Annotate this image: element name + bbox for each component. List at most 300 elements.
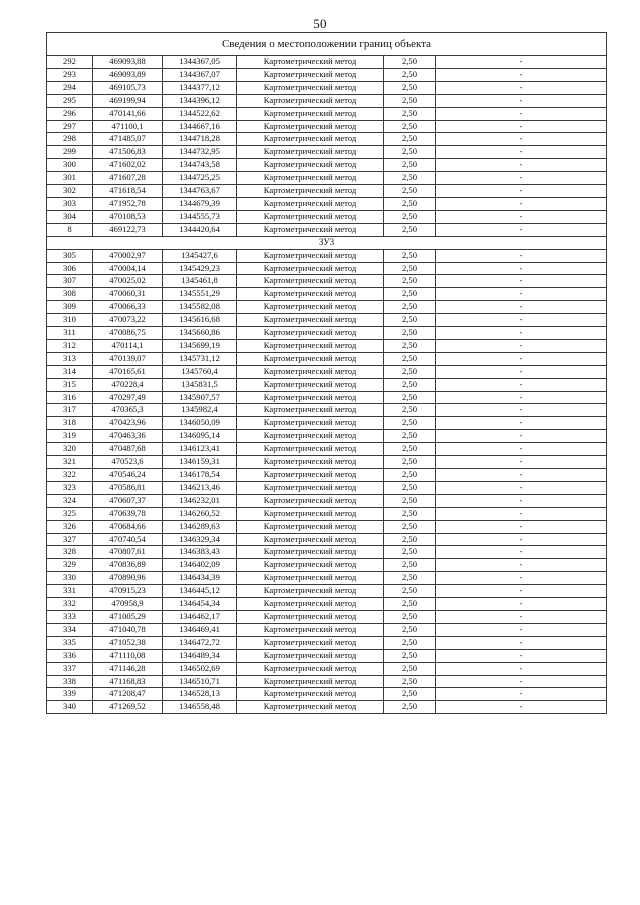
y-coordinate-cell: 1345616,68 <box>163 314 237 327</box>
y-coordinate-cell: 1346289,63 <box>163 520 237 533</box>
y-coordinate-cell: 1346095,14 <box>163 430 237 443</box>
accuracy-cell: 2,50 <box>384 649 436 662</box>
table-row <box>47 443 607 456</box>
point-number-cell: 294 <box>47 81 93 94</box>
description-cell: - <box>436 572 607 585</box>
table-row <box>47 172 607 185</box>
point-number-cell: 334 <box>47 623 93 636</box>
y-coordinate-cell: 1346383,43 <box>163 546 237 559</box>
x-coordinate-cell: 470463,36 <box>93 430 163 443</box>
description-cell: - <box>436 585 607 598</box>
point-number-cell: 335 <box>47 636 93 649</box>
method-cell: Картометрический метод <box>237 378 384 391</box>
method-cell: Картометрический метод <box>237 249 384 262</box>
description-cell: - <box>436 146 607 159</box>
method-cell: Картометрический метод <box>237 533 384 546</box>
method-cell: Картометрический метод <box>237 585 384 598</box>
point-number-cell: 329 <box>47 559 93 572</box>
point-number-cell: 318 <box>47 417 93 430</box>
description-cell: - <box>436 56 607 69</box>
method-cell: Картометрический метод <box>237 623 384 636</box>
point-number-cell: 321 <box>47 456 93 469</box>
x-coordinate-cell: 471607,28 <box>93 172 163 185</box>
x-coordinate-cell: 470073,22 <box>93 314 163 327</box>
table-row <box>47 546 607 559</box>
y-coordinate-cell: 1346502,69 <box>163 662 237 675</box>
point-number-cell: 306 <box>47 262 93 275</box>
table-row <box>47 210 607 223</box>
point-number-cell: 317 <box>47 404 93 417</box>
x-coordinate-cell: 470025,02 <box>93 275 163 288</box>
table-row <box>47 494 607 507</box>
x-coordinate-cell: 471168,83 <box>93 675 163 688</box>
accuracy-cell: 2,50 <box>384 133 436 146</box>
table-row <box>47 533 607 546</box>
x-coordinate-cell: 470915,23 <box>93 585 163 598</box>
table-row <box>47 623 607 636</box>
table-row <box>47 404 607 417</box>
method-cell: Картометрический метод <box>237 146 384 159</box>
table-row <box>47 249 607 262</box>
y-coordinate-cell: 1344522,62 <box>163 107 237 120</box>
description-cell: - <box>436 688 607 701</box>
x-coordinate-cell: 470586,81 <box>93 481 163 494</box>
table-row <box>47 94 607 107</box>
description-cell: - <box>436 598 607 611</box>
x-coordinate-cell: 471485,07 <box>93 133 163 146</box>
point-number-cell: 332 <box>47 598 93 611</box>
table-row <box>47 417 607 430</box>
table-row <box>47 610 607 623</box>
accuracy-cell: 2,50 <box>384 327 436 340</box>
description-cell: - <box>436 417 607 430</box>
point-number-cell: 301 <box>47 172 93 185</box>
x-coordinate-cell: 470141,66 <box>93 107 163 120</box>
description-cell: - <box>436 185 607 198</box>
description-cell: - <box>436 494 607 507</box>
method-cell: Картометрический метод <box>237 507 384 520</box>
point-number-cell: 316 <box>47 391 93 404</box>
point-number-cell: 340 <box>47 701 93 714</box>
table-row <box>47 275 607 288</box>
description-cell: - <box>436 262 607 275</box>
table-row <box>47 701 607 714</box>
description-cell: - <box>436 623 607 636</box>
table-row <box>47 133 607 146</box>
description-cell: - <box>436 223 607 236</box>
table-row <box>47 469 607 482</box>
y-coordinate-cell: 1346123,41 <box>163 443 237 456</box>
accuracy-cell: 2,50 <box>384 610 436 623</box>
description-cell: - <box>436 81 607 94</box>
table-row <box>47 56 607 69</box>
y-coordinate-cell: 1345582,08 <box>163 301 237 314</box>
accuracy-cell: 2,50 <box>384 494 436 507</box>
accuracy-cell: 2,50 <box>384 623 436 636</box>
description-cell: - <box>436 378 607 391</box>
table-row <box>47 481 607 494</box>
x-coordinate-cell: 470060,31 <box>93 288 163 301</box>
table-row <box>47 662 607 675</box>
x-coordinate-cell: 469122,73 <box>93 223 163 236</box>
description-cell: - <box>436 210 607 223</box>
point-number-cell: 305 <box>47 249 93 262</box>
table-row <box>47 598 607 611</box>
point-number-cell: 338 <box>47 675 93 688</box>
table-row <box>47 327 607 340</box>
y-coordinate-cell: 1345429,23 <box>163 262 237 275</box>
description-cell: - <box>436 339 607 352</box>
y-coordinate-cell: 1345551,29 <box>163 288 237 301</box>
accuracy-cell: 2,50 <box>384 172 436 185</box>
description-cell: - <box>436 404 607 417</box>
table-row <box>47 507 607 520</box>
description-cell: - <box>436 443 607 456</box>
table-body <box>47 33 607 714</box>
y-coordinate-cell: 1345831,5 <box>163 378 237 391</box>
accuracy-cell: 2,50 <box>384 456 436 469</box>
method-cell: Картометрический метод <box>237 81 384 94</box>
method-cell: Картометрический метод <box>237 314 384 327</box>
description-cell: - <box>436 469 607 482</box>
y-coordinate-cell: 1345731,12 <box>163 352 237 365</box>
method-cell: Картометрический метод <box>237 481 384 494</box>
method-cell: Картометрический метод <box>237 559 384 572</box>
y-coordinate-cell: 1344377,12 <box>163 81 237 94</box>
accuracy-cell: 2,50 <box>384 314 436 327</box>
accuracy-cell: 2,50 <box>384 662 436 675</box>
accuracy-cell: 2,50 <box>384 701 436 714</box>
table-title-row <box>47 33 607 56</box>
y-coordinate-cell: 1346454,34 <box>163 598 237 611</box>
point-number-cell: 297 <box>47 120 93 133</box>
x-coordinate-cell: 470607,37 <box>93 494 163 507</box>
point-number-cell: 307 <box>47 275 93 288</box>
y-coordinate-cell: 1346260,52 <box>163 507 237 520</box>
table-row <box>47 159 607 172</box>
point-number-cell: 331 <box>47 585 93 598</box>
description-cell: - <box>436 610 607 623</box>
method-cell: Картометрический метод <box>237 469 384 482</box>
method-cell: Картометрический метод <box>237 275 384 288</box>
table-row <box>47 107 607 120</box>
point-number-cell: 293 <box>47 68 93 81</box>
description-cell: - <box>436 159 607 172</box>
y-coordinate-cell: 1344367,07 <box>163 68 237 81</box>
y-coordinate-cell: 1345760,4 <box>163 365 237 378</box>
point-number-cell: 336 <box>47 649 93 662</box>
y-coordinate-cell: 1346050,09 <box>163 417 237 430</box>
method-cell: Картометрический метод <box>237 159 384 172</box>
table-row <box>47 352 607 365</box>
y-coordinate-cell: 1346434,39 <box>163 572 237 585</box>
method-cell: Картометрический метод <box>237 572 384 585</box>
description-cell: - <box>436 520 607 533</box>
x-coordinate-cell: 471040,78 <box>93 623 163 636</box>
y-coordinate-cell: 1346472,72 <box>163 636 237 649</box>
accuracy-cell: 2,50 <box>384 378 436 391</box>
accuracy-cell: 2,50 <box>384 185 436 198</box>
method-cell: Картометрический метод <box>237 456 384 469</box>
x-coordinate-cell: 470139,07 <box>93 352 163 365</box>
point-number-cell: 324 <box>47 494 93 507</box>
method-cell: Картометрический метод <box>237 688 384 701</box>
table-row <box>47 197 607 210</box>
accuracy-cell: 2,50 <box>384 481 436 494</box>
table-row <box>47 585 607 598</box>
point-number-cell: 292 <box>47 56 93 69</box>
point-number-cell: 299 <box>47 146 93 159</box>
accuracy-cell: 2,50 <box>384 443 436 456</box>
method-cell: Картометрический метод <box>237 56 384 69</box>
method-cell: Картометрический метод <box>237 68 384 81</box>
table-row <box>47 365 607 378</box>
method-cell: Картометрический метод <box>237 662 384 675</box>
method-cell: Картометрический метод <box>237 210 384 223</box>
table-row <box>47 675 607 688</box>
accuracy-cell: 2,50 <box>384 365 436 378</box>
page-number: 50 <box>313 16 327 31</box>
method-cell: Картометрический метод <box>237 120 384 133</box>
point-number-cell: 323 <box>47 481 93 494</box>
accuracy-cell: 2,50 <box>384 404 436 417</box>
description-cell: - <box>436 301 607 314</box>
point-number-cell: 295 <box>47 94 93 107</box>
method-cell: Картометрический метод <box>237 701 384 714</box>
table-row <box>47 68 607 81</box>
y-coordinate-cell: 1344763,67 <box>163 185 237 198</box>
table-row <box>47 391 607 404</box>
x-coordinate-cell: 470004,14 <box>93 262 163 275</box>
description-cell: - <box>436 636 607 649</box>
description-cell: - <box>436 559 607 572</box>
section-header-row <box>47 236 607 249</box>
method-cell: Картометрический метод <box>237 391 384 404</box>
x-coordinate-cell: 470958,9 <box>93 598 163 611</box>
x-coordinate-cell: 470423,96 <box>93 417 163 430</box>
y-coordinate-cell: 1345660,86 <box>163 327 237 340</box>
method-cell: Картометрический метод <box>237 352 384 365</box>
description-cell: - <box>436 68 607 81</box>
method-cell: Картометрический метод <box>237 598 384 611</box>
description-cell: - <box>436 314 607 327</box>
accuracy-cell: 2,50 <box>384 636 436 649</box>
x-coordinate-cell: 471269,52 <box>93 701 163 714</box>
description-cell: - <box>436 365 607 378</box>
method-cell: Картометрический метод <box>237 185 384 198</box>
point-number-cell: 330 <box>47 572 93 585</box>
y-coordinate-cell: 1345699,19 <box>163 339 237 352</box>
point-number-cell: 310 <box>47 314 93 327</box>
section-label: ЗУ3 <box>47 236 607 249</box>
accuracy-cell: 2,50 <box>384 520 436 533</box>
accuracy-cell: 2,50 <box>384 339 436 352</box>
table-row <box>47 636 607 649</box>
x-coordinate-cell: 470002,97 <box>93 249 163 262</box>
description-cell: - <box>436 120 607 133</box>
x-coordinate-cell: 470228,4 <box>93 378 163 391</box>
description-cell: - <box>436 197 607 210</box>
y-coordinate-cell: 1345427,6 <box>163 249 237 262</box>
description-cell: - <box>436 675 607 688</box>
y-coordinate-cell: 1346528,13 <box>163 688 237 701</box>
x-coordinate-cell: 471100,1 <box>93 120 163 133</box>
x-coordinate-cell: 471208,47 <box>93 688 163 701</box>
point-number-cell: 313 <box>47 352 93 365</box>
x-coordinate-cell: 471602,02 <box>93 159 163 172</box>
method-cell: Картометрический метод <box>237 262 384 275</box>
method-cell: Картометрический метод <box>237 133 384 146</box>
description-cell: - <box>436 533 607 546</box>
x-coordinate-cell: 470108,53 <box>93 210 163 223</box>
y-coordinate-cell: 1346178,54 <box>163 469 237 482</box>
point-number-cell: 315 <box>47 378 93 391</box>
method-cell: Картометрический метод <box>237 288 384 301</box>
table-row <box>47 430 607 443</box>
accuracy-cell: 2,50 <box>384 417 436 430</box>
y-coordinate-cell: 1344420,64 <box>163 223 237 236</box>
table-row <box>47 301 607 314</box>
description-cell: - <box>436 481 607 494</box>
point-number-cell: 303 <box>47 197 93 210</box>
table-row <box>47 288 607 301</box>
accuracy-cell: 2,50 <box>384 585 436 598</box>
method-cell: Картометрический метод <box>237 417 384 430</box>
description-cell: - <box>436 249 607 262</box>
x-coordinate-cell: 470165,61 <box>93 365 163 378</box>
table-row <box>47 185 607 198</box>
accuracy-cell: 2,50 <box>384 533 436 546</box>
point-number-cell: 327 <box>47 533 93 546</box>
y-coordinate-cell: 1344667,16 <box>163 120 237 133</box>
description-cell: - <box>436 352 607 365</box>
point-number-cell: 322 <box>47 469 93 482</box>
description-cell: - <box>436 391 607 404</box>
y-coordinate-cell: 1346469,41 <box>163 623 237 636</box>
y-coordinate-cell: 1346445,12 <box>163 585 237 598</box>
accuracy-cell: 2,50 <box>384 675 436 688</box>
table-row <box>47 688 607 701</box>
x-coordinate-cell: 470836,89 <box>93 559 163 572</box>
x-coordinate-cell: 471110,08 <box>93 649 163 662</box>
x-coordinate-cell: 470740,54 <box>93 533 163 546</box>
accuracy-cell: 2,50 <box>384 507 436 520</box>
table-row <box>47 81 607 94</box>
description-cell: - <box>436 172 607 185</box>
point-number-cell: 309 <box>47 301 93 314</box>
table-row <box>47 120 607 133</box>
method-cell: Картометрический метод <box>237 430 384 443</box>
x-coordinate-cell: 470114,1 <box>93 339 163 352</box>
point-number-cell: 328 <box>47 546 93 559</box>
x-coordinate-cell: 469093,88 <box>93 56 163 69</box>
accuracy-cell: 2,50 <box>384 391 436 404</box>
method-cell: Картометрический метод <box>237 107 384 120</box>
x-coordinate-cell: 470523,6 <box>93 456 163 469</box>
accuracy-cell: 2,50 <box>384 107 436 120</box>
method-cell: Картометрический метод <box>237 223 384 236</box>
accuracy-cell: 2,50 <box>384 56 436 69</box>
point-number-cell: 319 <box>47 430 93 443</box>
x-coordinate-cell: 470639,78 <box>93 507 163 520</box>
accuracy-cell: 2,50 <box>384 352 436 365</box>
method-cell: Картометрический метод <box>237 327 384 340</box>
table-row <box>47 649 607 662</box>
table-row <box>47 559 607 572</box>
description-cell: - <box>436 327 607 340</box>
description-cell: - <box>436 107 607 120</box>
point-number-cell: 312 <box>47 339 93 352</box>
point-number-cell: 302 <box>47 185 93 198</box>
x-coordinate-cell: 469105,73 <box>93 81 163 94</box>
accuracy-cell: 2,50 <box>384 146 436 159</box>
y-coordinate-cell: 1346558,48 <box>163 701 237 714</box>
x-coordinate-cell: 470890,96 <box>93 572 163 585</box>
description-cell: - <box>436 94 607 107</box>
y-coordinate-cell: 1344396,12 <box>163 94 237 107</box>
accuracy-cell: 2,50 <box>384 94 436 107</box>
x-coordinate-cell: 470066,33 <box>93 301 163 314</box>
y-coordinate-cell: 1346213,46 <box>163 481 237 494</box>
x-coordinate-cell: 470807,61 <box>93 546 163 559</box>
y-coordinate-cell: 1344718,28 <box>163 133 237 146</box>
point-number-cell: 320 <box>47 443 93 456</box>
point-number-cell: 339 <box>47 688 93 701</box>
y-coordinate-cell: 1344743,58 <box>163 159 237 172</box>
y-coordinate-cell: 1344725,25 <box>163 172 237 185</box>
y-coordinate-cell: 1346329,34 <box>163 533 237 546</box>
accuracy-cell: 2,50 <box>384 572 436 585</box>
accuracy-cell: 2,50 <box>384 223 436 236</box>
point-number-cell: 300 <box>47 159 93 172</box>
y-coordinate-cell: 1345461,8 <box>163 275 237 288</box>
y-coordinate-cell: 1346489,34 <box>163 649 237 662</box>
description-cell: - <box>436 430 607 443</box>
x-coordinate-cell: 470546,24 <box>93 469 163 482</box>
accuracy-cell: 2,50 <box>384 275 436 288</box>
y-coordinate-cell: 1344367,05 <box>163 56 237 69</box>
method-cell: Картометрический метод <box>237 636 384 649</box>
method-cell: Картометрический метод <box>237 365 384 378</box>
boundary-coordinates-table <box>46 32 607 714</box>
x-coordinate-cell: 470487,68 <box>93 443 163 456</box>
method-cell: Картометрический метод <box>237 443 384 456</box>
accuracy-cell: 2,50 <box>384 249 436 262</box>
method-cell: Картометрический метод <box>237 172 384 185</box>
y-coordinate-cell: 1344732,95 <box>163 146 237 159</box>
point-number-cell: 337 <box>47 662 93 675</box>
method-cell: Картометрический метод <box>237 404 384 417</box>
description-cell: - <box>436 507 607 520</box>
accuracy-cell: 2,50 <box>384 598 436 611</box>
table-row <box>47 223 607 236</box>
table-row <box>47 262 607 275</box>
point-number-cell: 311 <box>47 327 93 340</box>
table-row <box>47 378 607 391</box>
accuracy-cell: 2,50 <box>384 688 436 701</box>
method-cell: Картометрический метод <box>237 610 384 623</box>
method-cell: Картометрический метод <box>237 546 384 559</box>
description-cell: - <box>436 275 607 288</box>
description-cell: - <box>436 456 607 469</box>
accuracy-cell: 2,50 <box>384 262 436 275</box>
method-cell: Картометрический метод <box>237 339 384 352</box>
accuracy-cell: 2,50 <box>384 81 436 94</box>
method-cell: Картометрический метод <box>237 494 384 507</box>
method-cell: Картометрический метод <box>237 649 384 662</box>
table-row <box>47 456 607 469</box>
x-coordinate-cell: 471052,38 <box>93 636 163 649</box>
